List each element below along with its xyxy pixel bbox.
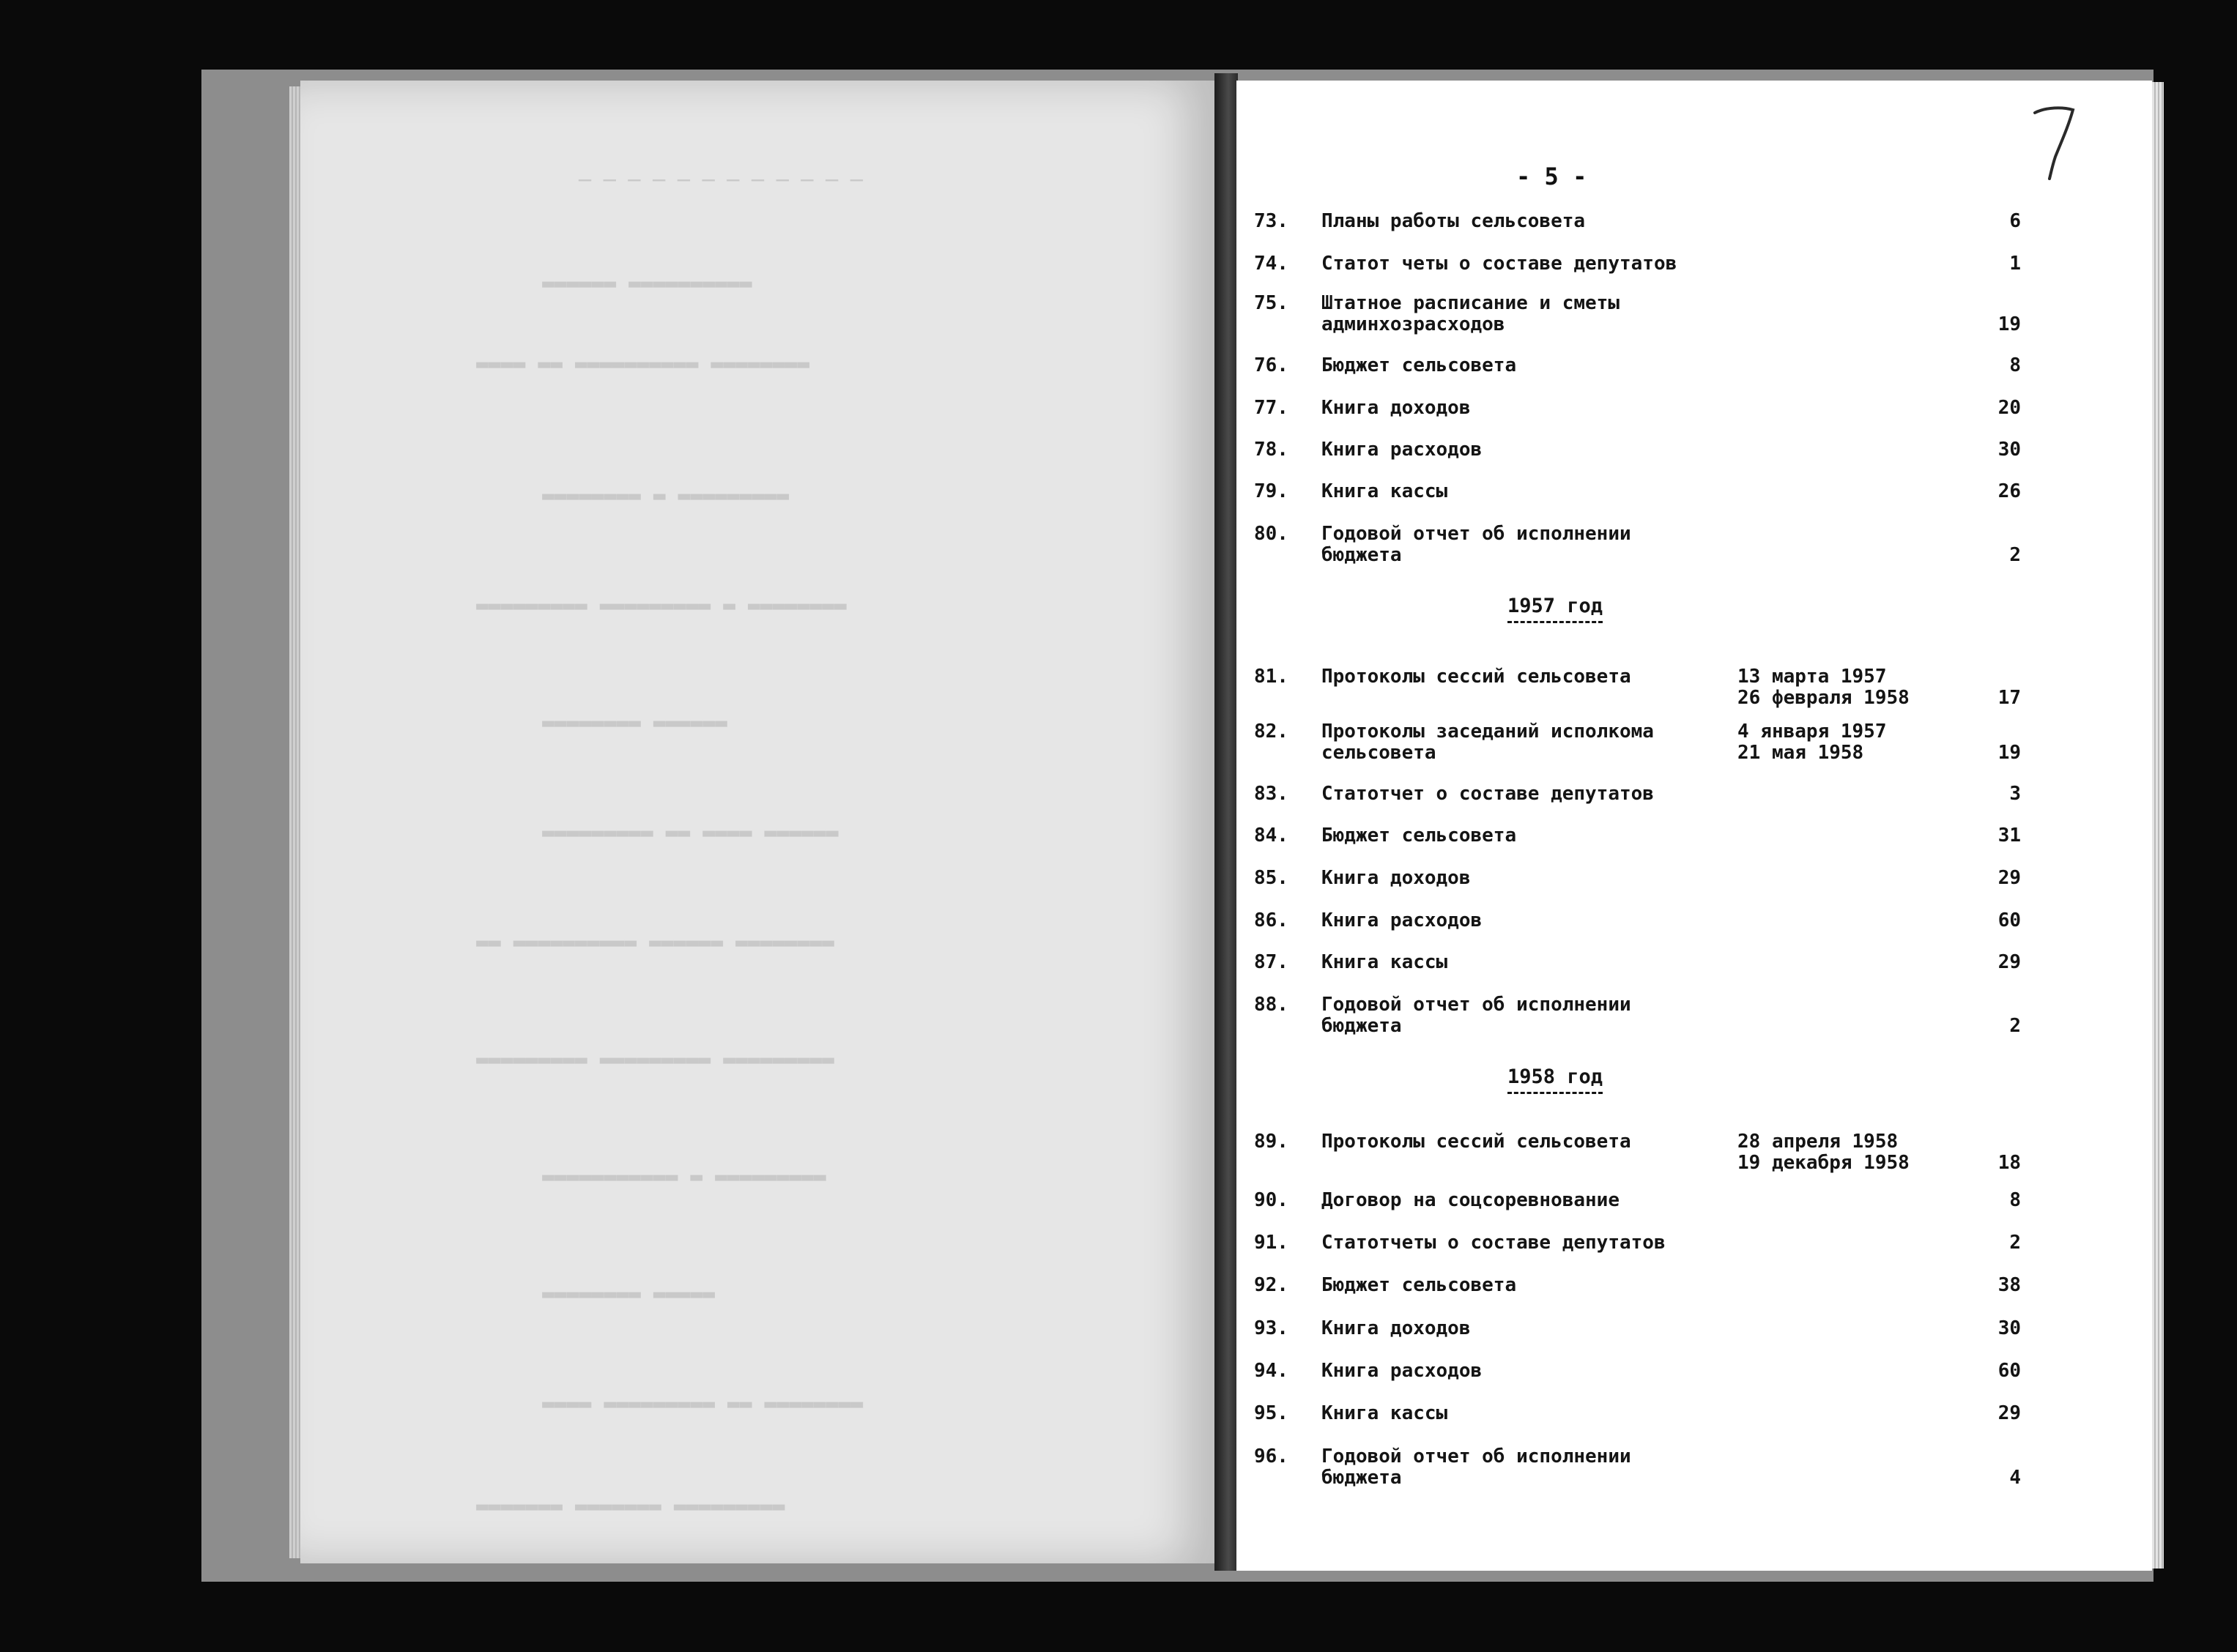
item-sheet-count: 29 [1997, 1402, 2021, 1424]
item-title: Книга расходов [1321, 1360, 1483, 1382]
item-number: 81. [1254, 666, 1288, 688]
item-number: 82. [1254, 721, 1288, 743]
item-title: Протоколы заседаний исполкома сельсовета [1321, 721, 1654, 764]
item-title: Книга доходов [1321, 867, 1471, 889]
item-title: Книга доходов [1321, 1317, 1471, 1339]
archive-sheet-number-handwritten [2029, 103, 2080, 183]
item-title: Статот четы о составе депутатов [1321, 253, 1677, 275]
item-title: Бюджет сельсовета [1321, 1274, 1517, 1296]
item-sheet-count: 4 [2009, 1467, 2021, 1489]
item-sheet-count: 3 [2009, 783, 2021, 805]
item-title: Бюджет сельсовета [1321, 825, 1517, 847]
item-sheet-count: 19 [1997, 313, 2021, 335]
ghost-text-line: ▬▬▬▬▬▬▬▬▬▬ ▬▬▬▬▬▬ [542, 271, 752, 295]
item-dates: 28 апреля 1958 19 декабря 1958 [1737, 1131, 1910, 1174]
item-number: 95. [1254, 1402, 1288, 1424]
item-number: 93. [1254, 1317, 1288, 1339]
ghost-text-line: ▬▬▬▬▬▬▬▬ ▬▬▬▬▬▬ ▬▬▬▬▬▬▬▬▬▬ ▬▬ [476, 930, 834, 954]
ghost-text-line: ▬▬▬▬▬▬▬▬ ▬▬▬▬▬▬▬▬▬▬ ▬▬ ▬▬▬▬ [476, 351, 810, 376]
ghost-text-line: ▬▬▬▬▬▬ ▬▬▬▬ ▬▬ ▬▬▬▬▬▬▬▬▬ [542, 820, 839, 844]
item-sheet-count: 38 [1997, 1274, 2021, 1296]
item-number: 90. [1254, 1189, 1288, 1211]
ghost-text-line: ▬▬▬▬▬▬▬▬▬ ▬ ▬▬▬▬▬▬▬▬ [542, 483, 790, 507]
item-title: Книга кассы [1321, 480, 1448, 502]
page-number: - 5 - [1516, 163, 1587, 190]
ghost-text-line: ▬▬▬▬▬▬▬▬▬ ▬▬▬▬▬▬▬▬▬ ▬▬▬▬▬▬▬▬▬ [476, 1047, 834, 1071]
item-sheet-count: 60 [1997, 909, 2021, 931]
item-number: 94. [1254, 1360, 1288, 1382]
item-number: 85. [1254, 867, 1288, 889]
item-sheet-count: 30 [1997, 439, 2021, 461]
item-number: 80. [1254, 523, 1288, 545]
item-title: Годовой отчет об исполнении бюджета [1321, 1446, 1631, 1489]
item-sheet-count: 60 [1997, 1360, 2021, 1382]
item-sheet-count: 2 [2009, 1015, 2021, 1037]
item-dates: 4 января 1957 21 мая 1958 [1737, 721, 1887, 764]
item-title: Книга кассы [1321, 951, 1448, 973]
item-number: 77. [1254, 397, 1288, 419]
item-sheet-count: 26 [1997, 480, 2021, 502]
item-sheet-count: 30 [1997, 1317, 2021, 1339]
item-title: Протоколы сессий сельсовета [1321, 1131, 1631, 1153]
item-number: 79. [1254, 480, 1288, 502]
item-title: Книга расходов [1321, 439, 1483, 461]
item-sheet-count: 29 [1997, 867, 2021, 889]
item-sheet-count: 31 [1997, 825, 2021, 847]
item-number: 74. [1254, 253, 1288, 275]
item-number: 75. [1254, 292, 1288, 314]
item-number: 78. [1254, 439, 1288, 461]
item-number: 89. [1254, 1131, 1288, 1153]
item-number: 84. [1254, 825, 1288, 847]
item-title: Книга расходов [1321, 909, 1483, 931]
item-title: Книга доходов [1321, 397, 1471, 419]
item-title: Штатное расписание и сметы админхозрасходов [1321, 292, 1620, 335]
item-title: Статотчеты о составе депутатов [1321, 1232, 1666, 1254]
item-title: Годовой отчет об исполнении бюджета [1321, 523, 1631, 566]
item-sheet-count: 2 [2009, 1232, 2021, 1254]
book-gutter [1214, 73, 1238, 1571]
ghost-text-line: ▬▬▬▬▬ ▬▬▬▬▬▬▬▬ [542, 1281, 716, 1306]
item-number: 88. [1254, 994, 1288, 1016]
item-title: Протоколы сессий сельсовета [1321, 666, 1631, 688]
item-title: Книга кассы [1321, 1402, 1448, 1424]
item-number: 83. [1254, 783, 1288, 805]
item-sheet-count: 8 [2009, 354, 2021, 376]
item-number: 96. [1254, 1446, 1288, 1467]
item-sheet-count: 1 [2009, 253, 2021, 275]
ghost-text-line: ▬▬▬▬▬▬▬▬▬ ▬▬▬▬▬▬▬ ▬▬▬▬▬▬▬ [476, 1494, 785, 1518]
item-sheet-count: 18 [1997, 1152, 2021, 1174]
ghost-text-line: ▬▬▬▬▬▬▬▬ ▬ ▬▬▬▬▬▬▬▬▬ ▬▬▬▬▬▬▬▬▬ [476, 593, 847, 617]
left-page-show-through [300, 81, 1216, 1563]
year-heading: 1957 год [1507, 595, 1603, 617]
year-heading: 1958 год [1507, 1065, 1603, 1088]
item-dates: 13 марта 1957 26 февраля 1958 [1737, 666, 1910, 709]
ghost-text-line: ▬▬▬▬▬▬ ▬▬▬▬▬▬▬▬ [542, 710, 727, 734]
item-title: Договор на соцсоревнование [1321, 1189, 1620, 1211]
item-number: 92. [1254, 1274, 1288, 1296]
item-title: Бюджет сельсовета [1321, 354, 1517, 376]
item-title: Статотчет о составе депутатов [1321, 783, 1654, 805]
item-sheet-count: 6 [2009, 210, 2021, 232]
item-sheet-count: 17 [1997, 687, 2021, 709]
item-sheet-count: 2 [2009, 544, 2021, 566]
item-title: Планы работы сельсовета [1321, 210, 1586, 232]
item-title: Годовой отчет об исполнении бюджета [1321, 994, 1631, 1037]
item-sheet-count: 19 [1997, 742, 2021, 764]
ghost-text-line: ▬▬▬▬▬▬▬▬▬ ▬ ▬▬▬▬▬▬▬▬▬▬▬ [542, 1164, 826, 1188]
item-number: 76. [1254, 354, 1288, 376]
item-number: 87. [1254, 951, 1288, 973]
ghost-text-line: ─ ─ ─ ─ ─ ─ ─ ─ ─ ─ ─ ─ [579, 168, 863, 193]
item-sheet-count: 20 [1997, 397, 2021, 419]
item-sheet-count: 29 [1997, 951, 2021, 973]
item-number: 91. [1254, 1232, 1288, 1254]
item-sheet-count: 8 [2009, 1189, 2021, 1211]
item-number: 86. [1254, 909, 1288, 931]
ghost-text-line: ▬▬▬▬▬▬▬▬ ▬▬ ▬▬▬▬▬▬▬▬▬ ▬▬▬▬ [542, 1391, 864, 1415]
item-number: 73. [1254, 210, 1288, 232]
